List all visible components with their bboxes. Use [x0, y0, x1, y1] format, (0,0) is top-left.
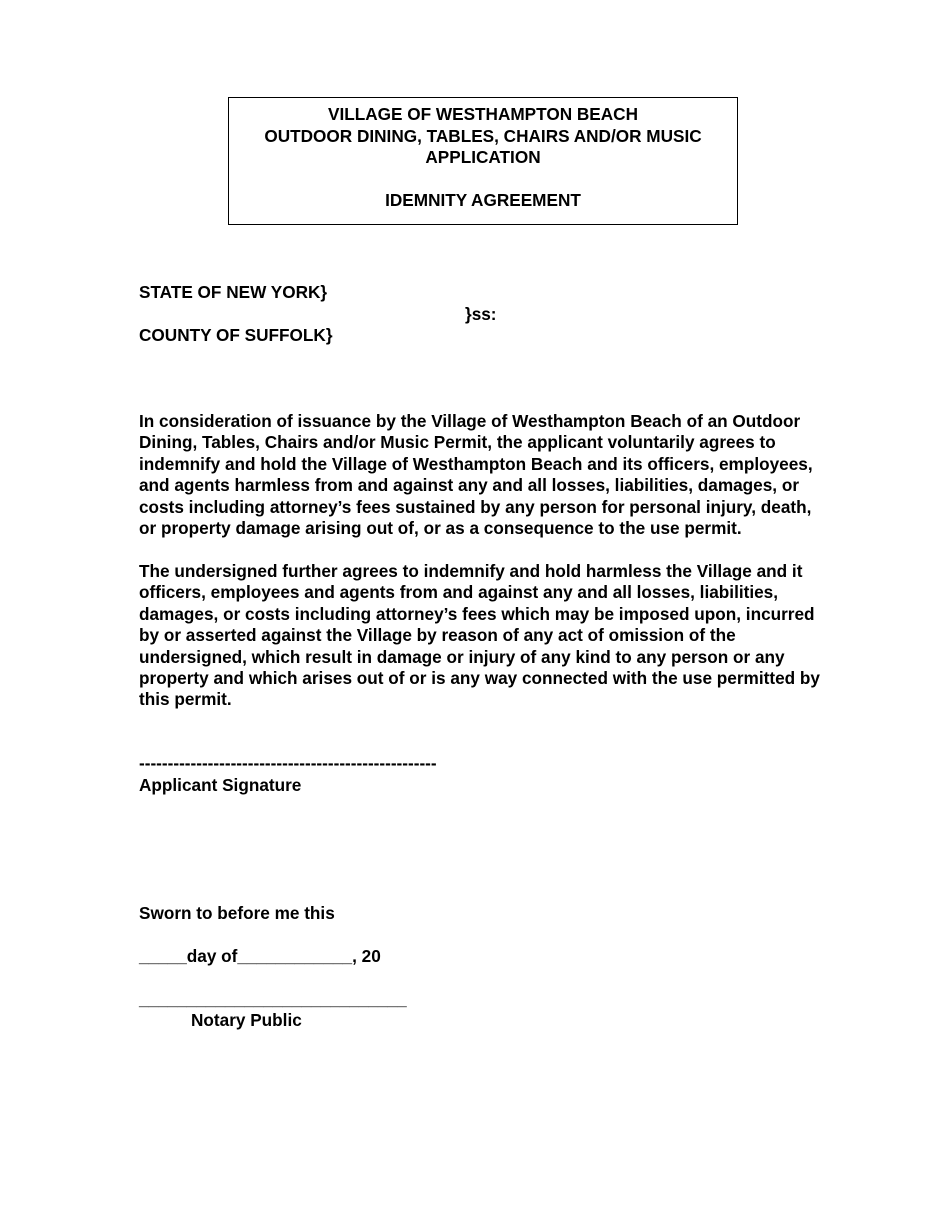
title-agreement: IDEMNITY AGREEMENT — [385, 190, 581, 210]
document-title-box — [228, 97, 738, 225]
venue-county: COUNTY OF SUFFOLK} — [139, 325, 333, 345]
paragraph-line: by or asserted against the Village by reason of any act of omission of the — [139, 625, 736, 646]
applicant-signature-label: Applicant Signature — [139, 775, 302, 795]
notary-signature-line[interactable]: ____________________________ — [139, 989, 407, 1009]
paragraph-line: indemnify and hold the Village of Westhampton Beach and its officers, employees, — [139, 453, 813, 474]
paragraph-line: damages, or costs including attorney’s fees which may be imposed upon, incurred — [139, 603, 815, 624]
venue-ss: }ss: — [465, 304, 497, 324]
paragraph-line: officers, employees and agents from and against any and all losses, liabilities, — [139, 582, 779, 603]
paragraph-line: Dining, Tables, Chairs and/or Music Permit, the applicant voluntarily agrees to — [139, 432, 776, 453]
title-village: VILLAGE OF WESTHAMPTON BEACH — [327, 104, 638, 124]
paragraph-line: or property damage arising out of, or as a consequence to the use permit. — [139, 518, 742, 539]
sworn-statement: Sworn to before me this — [139, 903, 335, 923]
applicant-signature-line[interactable]: ---------------------------------------------------- — [139, 753, 437, 773]
venue-state: STATE OF NEW YORK} — [139, 282, 328, 302]
notary-public-label: Notary Public — [191, 1010, 302, 1030]
paragraph-line: this permit. — [139, 689, 232, 710]
paragraph-line: costs including attorney’s fees sustained by any person for personal injury, death, — [139, 496, 812, 517]
title-application-type: OUTDOOR DINING, TABLES, CHAIRS AND/OR MUSIC — [264, 125, 702, 146]
title-spacer — [229, 169, 737, 191]
indemnity-paragraph-2 — [139, 561, 889, 711]
paragraph-line: property and which arises out of or is any way connected with the use permitted by — [139, 668, 820, 689]
paragraph-line: undersigned, which result in damage or injury of any kind to any person or any — [139, 646, 785, 667]
indemnity-paragraph-1 — [139, 411, 889, 539]
paragraph-line: In consideration of issuance by the Village of Westhampton Beach of an Outdoor — [139, 411, 801, 431]
notary-date-line[interactable]: _____day of____________, 20 — [139, 946, 381, 966]
paragraph-line: and agents harmless from and against any and all losses, liabilities, damages, or — [139, 475, 800, 496]
title-application: APPLICATION — [425, 147, 541, 167]
paragraph-line: The undersigned further agrees to indemnify and hold harmless the Village and it — [139, 561, 803, 581]
